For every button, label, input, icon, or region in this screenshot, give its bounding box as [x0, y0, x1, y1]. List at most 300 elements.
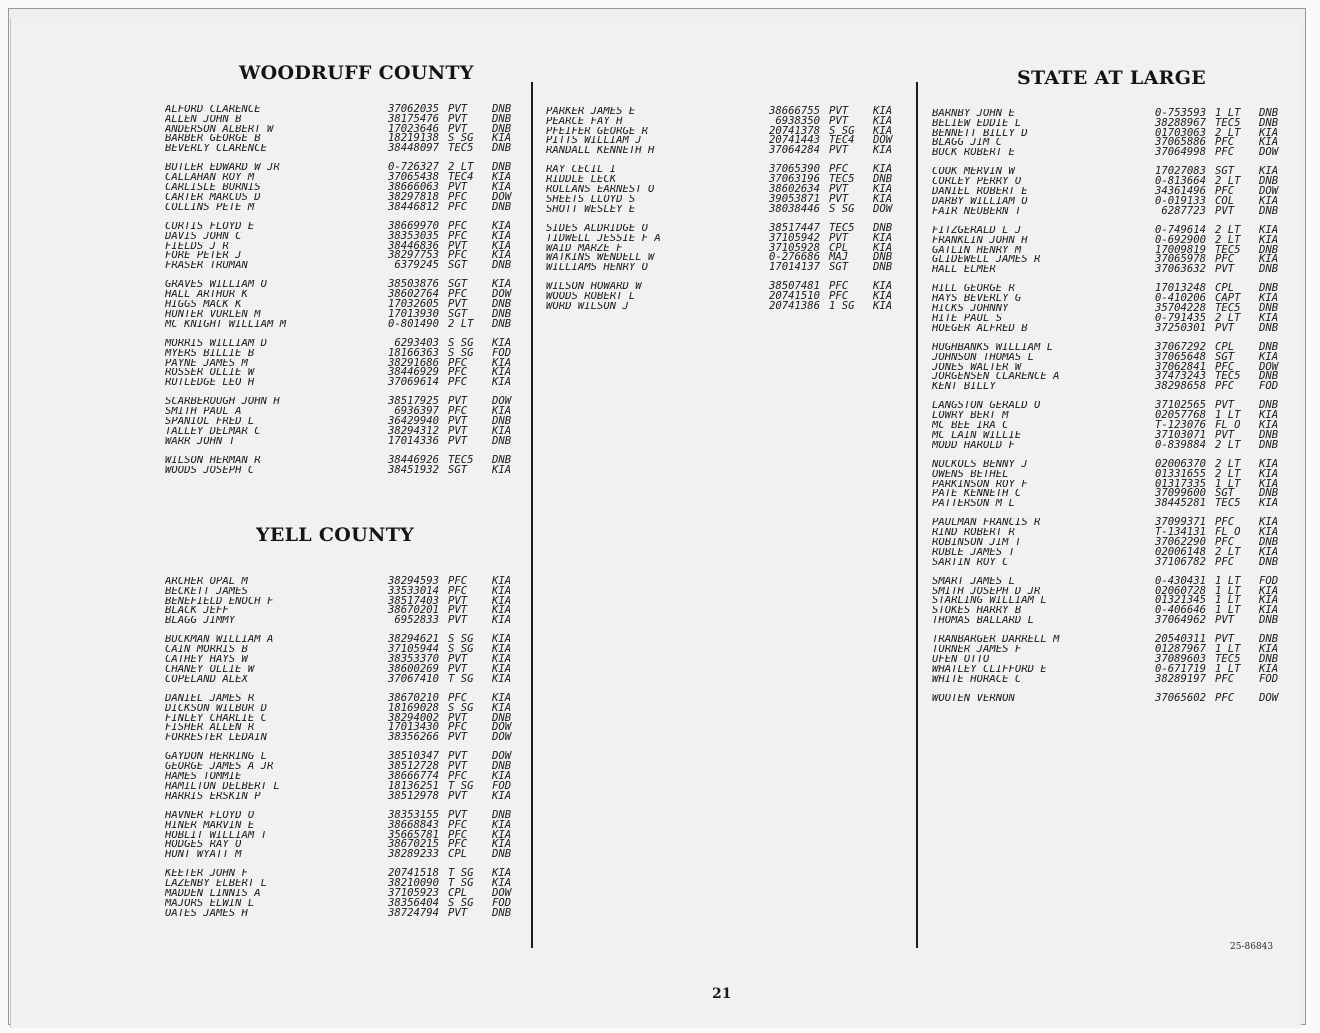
roster-row: [165, 105, 524, 115]
roster-name: GAYDON HERRING L: [165, 752, 268, 763]
roster-name: TURNER JAMES F: [932, 645, 1022, 655]
roster-serial-number: 01287967: [1154, 643, 1206, 656]
roster-grade: SGT: [829, 261, 849, 274]
roster-serial-number: 37065978: [1154, 253, 1206, 266]
roster-name: RUBLE JAMES T: [932, 547, 1015, 558]
roster-group: [546, 221, 905, 274]
roster-status: KIA: [1259, 594, 1279, 607]
roster-name: HOBLIT WILLIAM T: [165, 830, 268, 841]
roster-name: BUCKMAN WILLIAM A: [165, 635, 274, 646]
roster-name: FORE PETER J: [165, 251, 242, 262]
roster-name: PFEIFER GEORGE R: [546, 126, 649, 137]
heading-woodruff-county: WOODRUFF COUNTY: [239, 62, 474, 84]
roster-row: [932, 243, 1291, 256]
roster-grade: MAJ: [829, 251, 849, 264]
roster-grade: PFC: [448, 200, 468, 213]
roster-grade: PFC: [829, 280, 849, 293]
roster-status: DNB: [492, 453, 512, 466]
roster-grade: PVT: [448, 415, 468, 428]
roster-row: [165, 397, 524, 407]
roster-group: [932, 518, 1291, 567]
roster-name: DICKSON WILBUR D: [165, 703, 268, 714]
roster-serial-number: 20741386: [768, 300, 820, 313]
roster-name: HIGGS MACK K: [165, 300, 242, 310]
roster-grade: PVT: [448, 711, 468, 724]
roster-name: COOK MERVIN W: [932, 167, 1015, 178]
roster-grade: PVT: [829, 192, 849, 205]
roster-grade: PFC: [1215, 535, 1235, 548]
roster-group: [165, 691, 524, 744]
roster-name: PARKINSON ROY F: [932, 479, 1028, 490]
roster-grade: 1 LT: [1215, 107, 1241, 119]
roster-name: HILL GEORGE R: [932, 284, 1015, 295]
roster-serial-number: 37063196: [768, 173, 820, 186]
roster-serial-number: 38210090: [387, 877, 439, 890]
roster-name: HALL ARTHUR K: [165, 290, 248, 301]
roster-group: [165, 808, 524, 861]
roster-serial-number: 38446926: [387, 453, 439, 466]
roster-status: KIA: [492, 604, 512, 617]
roster-grade: 1 LT: [1215, 409, 1241, 422]
roster-name: MC LAIN WILLIE: [932, 430, 1022, 441]
roster-status: KIA: [492, 376, 512, 389]
roster-grade: PFC: [448, 219, 468, 232]
roster-grade: T SG: [448, 672, 474, 685]
roster-status: DNB: [1259, 652, 1279, 665]
roster-grade: PFC: [1215, 253, 1235, 266]
roster-row: [165, 190, 524, 203]
roster-name: JONES WALTER W: [932, 362, 1022, 373]
roster-grade: PVT: [448, 103, 468, 115]
roster-name: SMART JAMES L: [932, 576, 1015, 587]
roster-grade: CPL: [1215, 282, 1235, 295]
roster-name: BARBER GEORGE B: [165, 134, 261, 145]
roster-status: DNB: [1259, 555, 1279, 568]
roster-row: [165, 356, 524, 369]
roster-row: [932, 672, 1291, 685]
roster-name: WOOTEN VERNON: [932, 693, 1015, 704]
roster-status: DNB: [873, 261, 893, 274]
roster-row: [546, 185, 905, 195]
roster-group: [546, 165, 905, 214]
roster-serial-number: 18219138: [387, 132, 439, 145]
roster-name: UFEN OTTO: [932, 654, 990, 665]
roster-grade: PVT: [829, 183, 849, 196]
roster-status: DNB: [492, 112, 512, 125]
roster-grade: PVT: [1215, 614, 1235, 627]
roster-serial-number: 02057768: [1154, 409, 1206, 422]
roster-group: [165, 163, 524, 212]
roster-row: [932, 350, 1291, 363]
roster-status: DNB: [492, 317, 512, 330]
roster-grade: PVT: [1215, 633, 1235, 646]
roster-grade: TEC5: [448, 453, 474, 466]
roster-row: [546, 146, 905, 156]
roster-status: KIA: [1259, 662, 1279, 675]
roster-serial-number: 0-410206: [1154, 292, 1206, 305]
roster-status: DNB: [1259, 614, 1279, 627]
roster-grade: PFC: [448, 376, 468, 389]
roster-status: KIA: [873, 231, 893, 244]
roster-name: MODD HAROLD F: [932, 440, 1015, 451]
roster-name: GRAVES WILLIAM O: [165, 280, 268, 291]
roster-group: [932, 109, 1291, 158]
roster-status: DNB: [492, 848, 512, 861]
roster-name: DANIEL JAMES R: [165, 693, 255, 704]
roster-name: PITTS WILLIAM J: [546, 136, 642, 147]
roster-serial-number: 37102565: [1154, 399, 1206, 412]
roster-serial-number: 37062841: [1154, 360, 1206, 373]
roster-group: [165, 635, 524, 684]
roster-serial-number: 02006148: [1154, 545, 1206, 558]
roster-serial-number: 38517925: [387, 395, 439, 408]
roster-name: HUNT WYATT M: [165, 850, 242, 860]
roster-grade: 2 LT: [1215, 438, 1241, 451]
roster-name: SHOTT WESLEY E: [546, 204, 636, 215]
roster-name: LAZENBY ELBERT L: [165, 879, 268, 890]
roster-serial-number: 0-692900: [1154, 233, 1206, 246]
roster-row: [165, 840, 524, 850]
roster-serial-number: 0-276686: [768, 251, 820, 264]
roster-grade: TEC5: [1215, 302, 1241, 315]
roster-serial-number: 38670201: [387, 604, 439, 617]
roster-name: FINLEY CHARLIE C: [165, 713, 268, 724]
roster-name: SCARBEROUGH JOHN H: [165, 397, 280, 408]
roster-serial-number: 0-406646: [1154, 604, 1206, 617]
roster-name: WATKINS WENDELL W: [546, 253, 655, 264]
roster-row: [932, 372, 1291, 382]
roster-grade: PVT: [1215, 204, 1235, 217]
roster-grade: TEC5: [829, 221, 855, 234]
roster-status: DNB: [492, 906, 512, 919]
roster-name: BLAGG JIMMY: [165, 616, 236, 626]
roster-grade: S SG: [448, 701, 474, 714]
roster-serial-number: 38446929: [387, 366, 439, 379]
roster-status: KIA: [492, 132, 512, 145]
roster-row: [932, 421, 1291, 431]
roster-grade: PFC: [448, 584, 468, 597]
roster-group: [932, 691, 1291, 704]
roster-name: HINER MARVIN E: [165, 820, 255, 831]
roster-grade: SGT: [1215, 165, 1235, 178]
roster-name: BELIEW EDDIE L: [932, 118, 1022, 129]
roster-status: DNB: [1259, 116, 1279, 129]
roster-row: [165, 346, 524, 359]
roster-row: [165, 577, 524, 587]
roster-serial-number: T-123076: [1154, 419, 1206, 432]
roster-name: ROBINSON JIM T: [932, 537, 1022, 548]
roster-grade: T SG: [448, 877, 474, 890]
roster-serial-number: 38517403: [387, 594, 439, 607]
roster-grade: PFC: [1215, 516, 1235, 529]
roster-serial-number: 17013430: [387, 721, 439, 734]
roster-serial-number: 0-801490: [387, 317, 439, 330]
roster-serial-number: 17027083: [1154, 165, 1206, 178]
roster-name: CARLISLE BURNIS: [165, 183, 261, 193]
roster-group: [165, 577, 524, 626]
roster-serial-number: 18166363: [387, 346, 439, 359]
roster-grade: CAPT: [1215, 292, 1241, 305]
roster-name: BLAGG JIM C: [932, 138, 1003, 149]
roster-serial-number: 38517447: [768, 221, 820, 234]
roster-status: FOD: [492, 779, 512, 792]
roster-row: [932, 528, 1291, 538]
roster-status: FOD: [1259, 574, 1279, 587]
roster-name: WILSON HERMAN R: [165, 455, 261, 466]
roster-status: DNB: [1259, 175, 1279, 188]
roster-grade: S SG: [448, 346, 474, 359]
roster-status: KIA: [873, 280, 893, 293]
roster-woodruff-county: [165, 105, 524, 485]
roster-status: DOW: [492, 750, 512, 763]
roster-row: [165, 200, 524, 213]
roster-status: KIA: [492, 614, 512, 627]
roster-grade: TEC5: [829, 173, 855, 186]
roster-status: DNB: [873, 173, 893, 186]
roster-grade: SGT: [448, 307, 468, 320]
roster-name: WAID MARZE F: [546, 243, 623, 254]
roster-serial-number: 38353035: [387, 229, 439, 242]
roster-grade: PVT: [829, 231, 849, 244]
roster-status: KIA: [492, 219, 512, 232]
roster-name: ROLLANS EARNEST O: [546, 185, 655, 195]
roster-status: KIA: [1259, 457, 1279, 470]
roster-grade: PFC: [1215, 691, 1235, 704]
roster-status: KIA: [873, 241, 893, 254]
roster-status: DNB: [1259, 107, 1279, 119]
roster-serial-number: 38666774: [387, 770, 439, 783]
roster-serial-number: 01331655: [1154, 467, 1206, 480]
roster-status: DOW: [492, 288, 512, 301]
roster-status: KIA: [492, 249, 512, 262]
roster-status: DNB: [1259, 487, 1279, 500]
roster-grade: 1 LT: [1215, 584, 1241, 597]
roster-grade: PFC: [448, 405, 468, 418]
roster-name: PEARCE FAY H: [546, 116, 623, 127]
roster-grade: PVT: [829, 114, 849, 127]
roster-serial-number: 38298658: [1154, 380, 1206, 393]
roster-name: FISHER ALLEN R: [165, 723, 255, 734]
roster-name: OATES JAMES H: [165, 908, 248, 919]
roster-serial-number: 20741378: [768, 124, 820, 137]
roster-status: DNB: [1259, 370, 1279, 383]
roster-serial-number: 37105942: [768, 231, 820, 244]
roster-status: KIA: [873, 144, 893, 157]
roster-row: [165, 300, 524, 310]
roster-group: [546, 282, 905, 311]
roster-name: WHITE HORACE C: [932, 674, 1022, 685]
roster-grade: PVT: [448, 424, 468, 437]
roster-name: LOWRY BERT M: [932, 411, 1009, 422]
roster-grade: PFC: [448, 828, 468, 841]
roster-grade: 1 LT: [1215, 604, 1241, 617]
roster-serial-number: 20741443: [768, 134, 820, 147]
roster-status: KIA: [1259, 223, 1279, 236]
roster-status: FOD: [492, 346, 512, 359]
roster-serial-number: 38294002: [387, 711, 439, 724]
roster-serial-number: 0-671719: [1154, 662, 1206, 675]
page-number: 21: [712, 986, 732, 1002]
roster-row: [932, 606, 1291, 616]
roster-grade: PVT: [448, 181, 468, 194]
roster-status: DNB: [492, 711, 512, 724]
roster-serial-number: 38503876: [387, 278, 439, 291]
roster-grade: 2 LT: [1215, 126, 1241, 139]
roster-grade: PVT: [448, 112, 468, 125]
roster-row: [932, 555, 1291, 568]
roster-grade: PVT: [448, 731, 468, 744]
roster-status: KIA: [492, 838, 512, 851]
roster-grade: PVT: [448, 122, 468, 135]
roster-name: PAULMAN FRANCIS R: [932, 518, 1041, 529]
roster-serial-number: 0-749614: [1154, 223, 1206, 236]
roster-row: [932, 126, 1291, 139]
roster-serial-number: 0-019133: [1154, 194, 1206, 207]
roster-status: KIA: [1259, 311, 1279, 324]
roster-status: DNB: [492, 161, 512, 174]
roster-status: KIA: [492, 356, 512, 369]
roster-row: [165, 733, 524, 743]
roster-serial-number: 38512728: [387, 760, 439, 773]
roster-row: [546, 253, 905, 263]
roster-name: DANIEL ROBERT E: [932, 187, 1028, 197]
roster-name: RAY CECIL I: [546, 165, 617, 176]
roster-serial-number: 38294312: [387, 424, 439, 437]
roster-grade: 1 LT: [1215, 574, 1241, 587]
roster-status: DNB: [1259, 302, 1279, 315]
roster-name: FRANKLIN JOHN H: [932, 235, 1028, 246]
roster-name: BUCK ROBERT E: [932, 148, 1015, 158]
roster-serial-number: 0-430431: [1154, 574, 1206, 587]
roster-serial-number: 38291686: [387, 356, 439, 369]
roster-serial-number: 38507481: [768, 280, 820, 293]
roster-status: FOD: [1259, 380, 1279, 393]
roster-name: PATE KENNETH C: [932, 489, 1022, 500]
roster-row: [165, 752, 524, 762]
roster-status: KIA: [492, 770, 512, 783]
roster-serial-number: 37105923: [387, 887, 439, 900]
roster-name: CORLEY PERRY O: [932, 177, 1022, 188]
roster-grade: PFC: [448, 818, 468, 831]
roster-name: FRASER TRUMAN: [165, 261, 248, 271]
roster-row: [546, 221, 905, 234]
roster-grade: PFC: [448, 770, 468, 783]
roster-name: GATLIN HENRY M: [932, 245, 1022, 256]
roster-name: ALLEN JOHN B: [165, 114, 242, 125]
roster-status: KIA: [492, 463, 512, 476]
roster-grade: TEC5: [448, 142, 474, 155]
roster-row: [932, 204, 1291, 217]
roster-name: RUTLEDGE LEO H: [165, 378, 255, 388]
roster-status: KIA: [1259, 545, 1279, 558]
roster-row: [165, 762, 524, 772]
roster-name: HUNTER VURLEN M: [165, 309, 261, 320]
roster-woodruff-county-continued: [546, 107, 905, 321]
roster-row: [165, 463, 524, 476]
roster-grade: PFC: [1215, 380, 1235, 393]
roster-row: [932, 265, 1291, 275]
roster-status: KIA: [1259, 419, 1279, 432]
roster-row: [165, 144, 524, 154]
roster-serial-number: 38289197: [1154, 672, 1206, 685]
roster-grade: PVT: [448, 614, 468, 627]
roster-name: TIDWELL JESSIE F A: [546, 233, 661, 244]
roster-name: LANGSTON GERALD O: [932, 401, 1041, 412]
roster-serial-number: 38288967: [1154, 116, 1206, 129]
roster-grade: SGT: [448, 278, 468, 291]
roster-row: [546, 202, 905, 215]
roster-name: HAMES TOMMIE: [165, 772, 242, 782]
roster-group: [932, 340, 1291, 393]
roster-status: DOW: [492, 887, 512, 900]
roster-status: KIA: [492, 584, 512, 597]
roster-serial-number: 37250301: [1154, 321, 1206, 334]
roster-row: [932, 545, 1291, 558]
roster-name: WORD WILSON J: [546, 302, 629, 312]
roster-row: [546, 282, 905, 292]
roster-serial-number: 37103071: [1154, 428, 1206, 441]
roster-grade: PVT: [1215, 263, 1235, 276]
roster-grade: 2 LT: [448, 161, 474, 174]
roster-row: [165, 280, 524, 290]
roster-serial-number: 37099371: [1154, 516, 1206, 529]
roster-serial-number: 37473243: [1154, 370, 1206, 383]
roster-name: HODGES RAY O: [165, 840, 242, 851]
roster-grade: 1 LT: [1215, 477, 1241, 490]
roster-status: DNB: [492, 808, 512, 821]
roster-name: CAIN MORRIS B: [165, 645, 248, 656]
roster-serial-number: 38670210: [387, 691, 439, 704]
roster-status: KIA: [492, 366, 512, 379]
roster-serial-number: 33533014: [387, 584, 439, 597]
roster-status: DNB: [1259, 243, 1279, 256]
roster-grade: PFC: [1215, 136, 1235, 149]
roster-grade: CPL: [1215, 340, 1235, 353]
roster-serial-number: 37064998: [1154, 146, 1206, 159]
roster-serial-number: 37099600: [1154, 487, 1206, 500]
roster-grade: 2 LT: [448, 317, 474, 330]
roster-name: WOODS JOSEPH C: [165, 465, 255, 476]
roster-row: [165, 424, 524, 437]
roster-status: DNB: [492, 298, 512, 311]
roster-status: DOW: [492, 395, 512, 408]
roster-name: SIDES ALDRIDGE O: [546, 223, 649, 234]
roster-status: KIA: [1259, 136, 1279, 149]
roster-name: SMITH JOSEPH D JR: [932, 586, 1041, 597]
roster-name: DARBY WILLIAM O: [932, 196, 1028, 207]
roster-name: HITE PAUL S: [932, 313, 1003, 324]
roster-status: KIA: [1259, 526, 1279, 539]
roster-grade: PFC: [1215, 360, 1235, 373]
roster-row: [932, 177, 1291, 187]
roster-status: FOD: [492, 896, 512, 909]
roster-group: [546, 107, 905, 156]
roster-name: KEETER JOHN F: [165, 869, 248, 880]
roster-group: [932, 223, 1291, 276]
roster-name: BARNBY JOHN E: [932, 109, 1015, 119]
roster-status: DNB: [492, 307, 512, 320]
roster-name: FAIR NEUBERN T: [932, 206, 1022, 217]
roster-status: KIA: [492, 691, 512, 704]
roster-name: HUGHBANKS WILLIAM L: [932, 342, 1054, 353]
roster-grade: PVT: [448, 594, 468, 607]
roster-status: KIA: [1259, 584, 1279, 597]
roster-name: JOHNSON THOMAS L: [932, 352, 1035, 363]
roster-row: [932, 321, 1291, 334]
roster-serial-number: 37065648: [1154, 350, 1206, 363]
roster-name: HALL ELMER: [932, 265, 996, 275]
roster-serial-number: 0-791435: [1154, 311, 1206, 324]
